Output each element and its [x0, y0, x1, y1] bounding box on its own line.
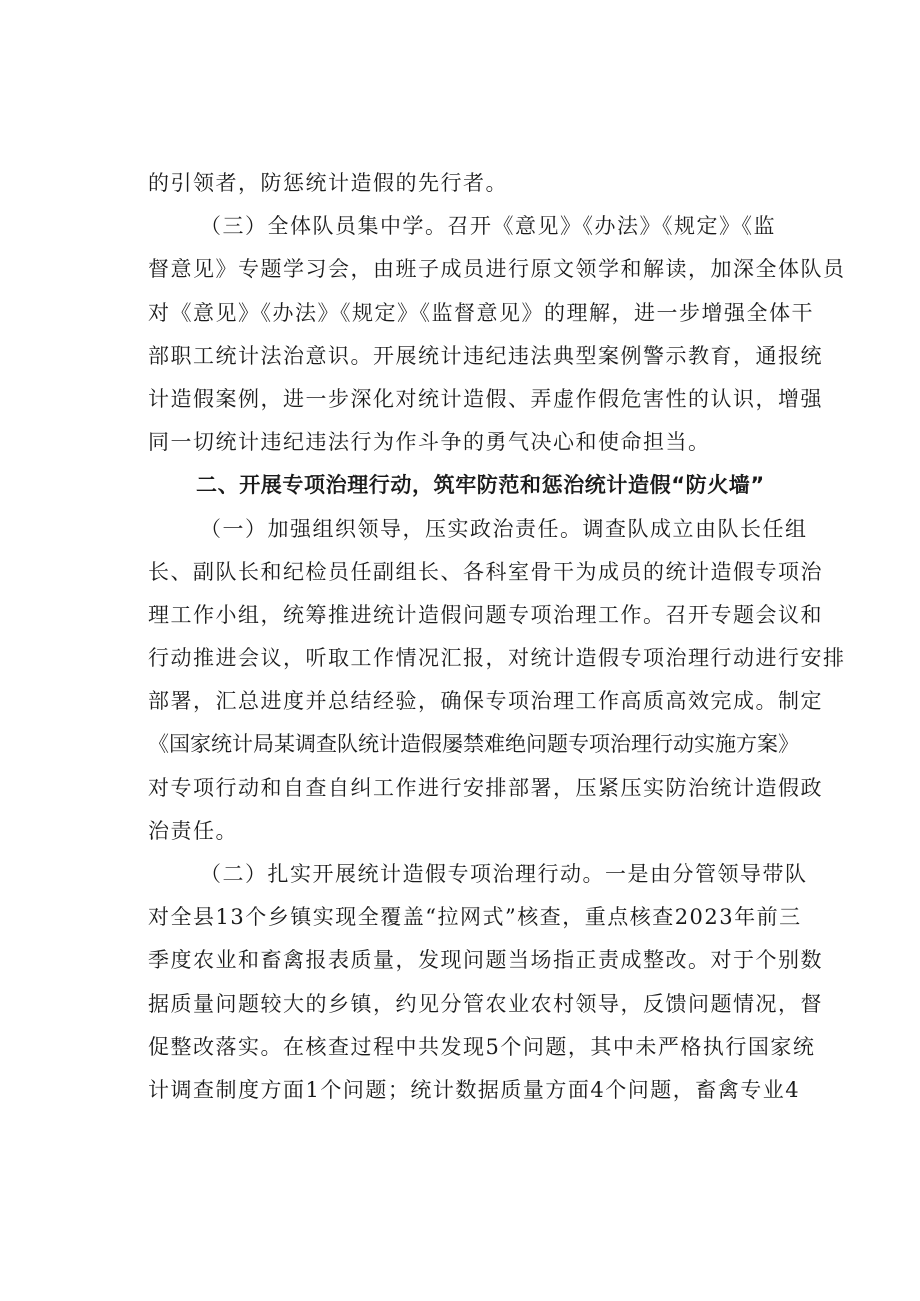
text-line: 部职工统计法治意识。开展统计违纪违法典型案例警示教育，通报统 — [148, 343, 823, 368]
text-line: 的引领者，防惩统计造假的先行者。 — [148, 171, 508, 195]
text-line: 促整改落实。在核查过程中共发现5个问题，其中未严格执行国家统 — [148, 1034, 816, 1059]
paragraph-start-line: （一）加强组织领导，压实政治责任。调查队成立由队长任组 — [200, 516, 808, 541]
section-heading: 二、开展专项治理行动，筑牢防范和惩治统计造假“防火墙” — [196, 473, 765, 498]
text-line: 计调查制度方面1个问题；统计数据质量方面4个问题，畜禽专业4 — [148, 1077, 801, 1102]
text-line: 理工作小组，统筹推进统计造假问题专项治理工作。召开专题会议和 — [148, 602, 823, 627]
text-line: 督意见》专题学习会，由班子成员进行原文领学和解读，加深全体队员 — [148, 257, 846, 282]
paragraph-start-line: （三）全体队员集中学。召开《意见》《办法》《规定》《监 — [200, 214, 776, 239]
text-line: 同一切统计违纪违法行为作斗争的勇气决心和使命担当。 — [148, 430, 711, 455]
document-body — [148, 162, 846, 1112]
text-line: 据质量问题较大的乡镇，约见分管农业农村领导，反馈问题情况，督 — [148, 991, 823, 1016]
text-line: 《国家统计局某调查队统计造假屡禁难绝问题专项治理行动实施方案》 — [148, 732, 799, 757]
paragraph-start-line: （二）扎实开展统计造假专项治理行动。一是由分管领导带队 — [200, 862, 808, 886]
text-line: 季度农业和畜禽报表质量，发现问题当场指正责成整改。对于个别数 — [148, 948, 823, 973]
text-line: 行动推进会议，听取工作情况汇报，对统计造假专项治理行动进行安排 — [148, 646, 846, 671]
text-line: 对专项行动和自查自纠工作进行安排部署，压紧压实防治统计造假政 — [148, 775, 823, 800]
text-line: 计造假案例，进一步深化对统计造假、弄虚作假危害性的认识，增强 — [148, 386, 823, 411]
text-line: 长、副队长和纪检员任副组长、各科室骨干为成员的统计造假专项治 — [148, 559, 823, 584]
text-line: 部署，汇总进度并总结经验，确保专项治理工作高质高效完成。制定 — [148, 689, 823, 714]
text-line: 对全县13个乡镇实现全覆盖“拉网式”核查，重点核查2023年前三 — [148, 905, 802, 930]
text-line: 对《意见》《办法》《规定》《监督意见》的理解，进一步增强全体干 — [148, 300, 814, 325]
text-line: 治责任。 — [148, 818, 238, 843]
